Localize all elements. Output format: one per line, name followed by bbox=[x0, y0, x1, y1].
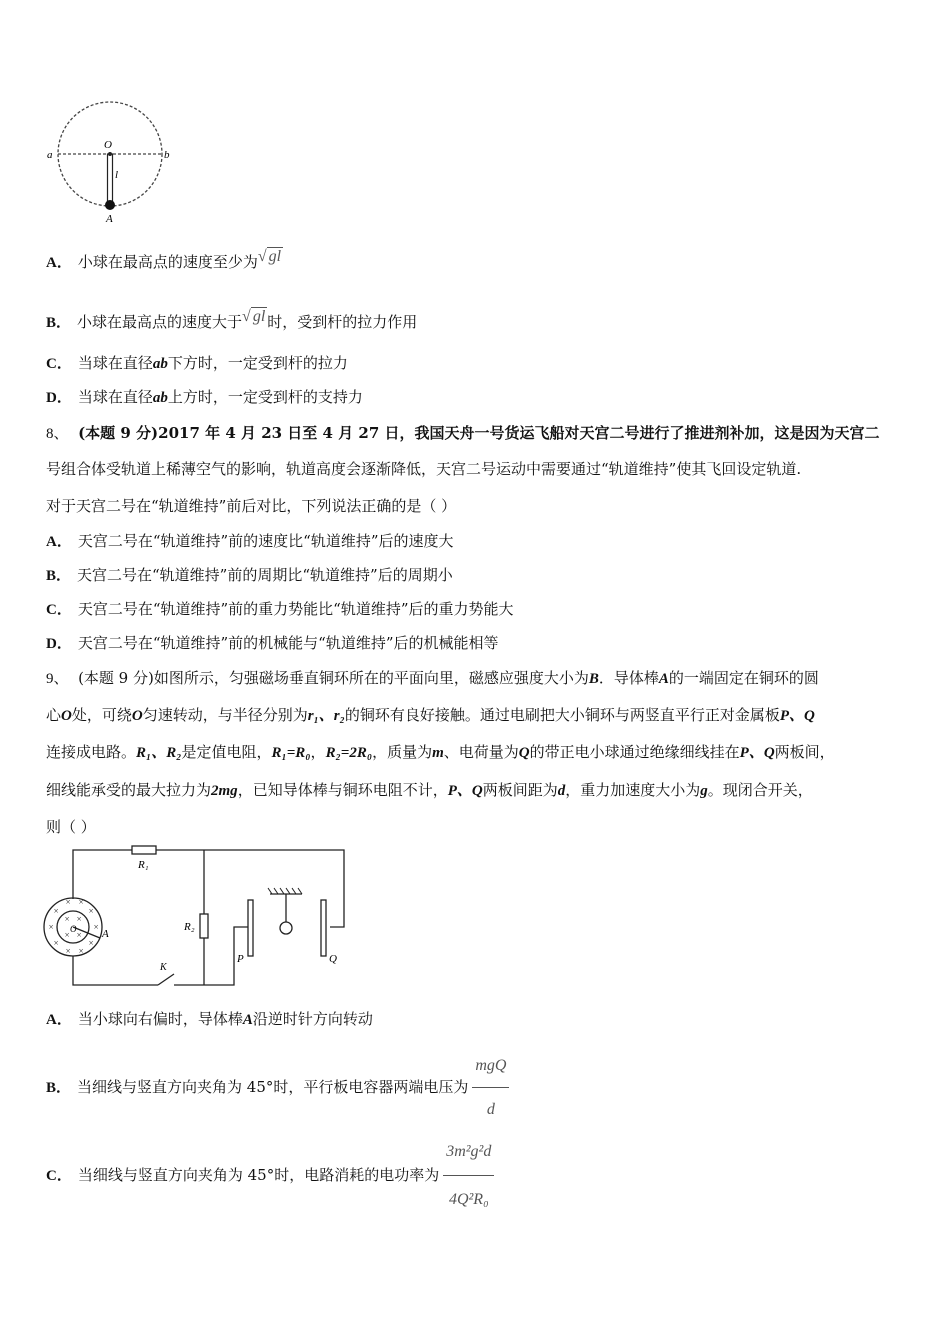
label-O: O bbox=[104, 139, 112, 151]
hatch-2 bbox=[274, 888, 278, 894]
label-P: P bbox=[237, 953, 244, 965]
circuit-figure bbox=[40, 842, 360, 992]
label-l: l bbox=[115, 169, 119, 181]
svg-text:×: × bbox=[78, 897, 85, 907]
hatch-5 bbox=[292, 888, 296, 894]
svg-text:×: × bbox=[65, 946, 72, 956]
svg-text:×: × bbox=[53, 938, 60, 948]
svg-text:×: × bbox=[65, 897, 72, 907]
q9-option-b: B． 当细线与竖直方向夹角为 45°时，平行板电容器两端电压为 $\frac{\text{mgQ}}{d}$ bbox=[46, 1046, 509, 1130]
wire-top bbox=[73, 850, 132, 899]
q8-stem-line2: 号组合体受轨道上稀薄空气的影响，轨道高度会逐渐降低，天宫二号运动中需要通过“轨道维持”使其飞回设定轨道. bbox=[46, 460, 802, 478]
label-R2: R₂ bbox=[184, 921, 195, 933]
svg-text:×: × bbox=[78, 946, 85, 956]
q8-option-c: C． 天宫二号在“轨道维持”前的重力势能比“轨道维持”后的重力势能大 bbox=[46, 600, 514, 618]
q9-stem-line5: 则（ ） bbox=[46, 818, 96, 836]
resistor-R2 bbox=[200, 914, 208, 938]
q7-option-d: D． 当球在直径ab上方时，一定受到杆的支持力 bbox=[46, 388, 363, 406]
q8-option-d: D． 天宫二号在“轨道维持”前的机械能与“轨道维持”后的机械能相等 bbox=[46, 634, 499, 652]
label-Q: Q bbox=[329, 953, 337, 965]
circle-rod-figure bbox=[44, 98, 174, 226]
q9-stem-line4: 细线能承受的最大拉力为2mg，已知导体棒与铜环电阻不计，P、Q两板间距为d，重力加速度大小为g。现闭合开关， bbox=[46, 781, 813, 799]
q8-option-b: B． 天宫二号在“轨道维持”前的周期比“轨道维持”后的周期小 bbox=[46, 566, 453, 584]
q9-stem-line1: 9、 (本题 9 分)如图所示，匀强磁场垂直铜环所在的平面向里，磁感应强度大小为B．导体棒A的一端固定在铜环的圆 bbox=[46, 669, 819, 687]
q7-option-b: B． 小球在最高点的速度大于√ gl 时，受到杆的拉力作用 bbox=[46, 308, 418, 331]
plate-Q bbox=[321, 900, 326, 956]
svg-text:×: × bbox=[48, 922, 55, 932]
svg-text:×: × bbox=[76, 930, 83, 940]
label-a: a bbox=[47, 149, 53, 161]
svg-text:×: × bbox=[76, 914, 83, 924]
q9-stem-line2: 心O处，可绕O匀速转动，与半径分别为r₁、r₂的铜环有良好接触。通过电刷把大小铜环与两竖直平行正对金属板P、Q bbox=[46, 706, 815, 724]
label-A: A bbox=[106, 213, 113, 225]
hatch-4 bbox=[286, 888, 290, 894]
charged-ball bbox=[280, 922, 292, 934]
fraction-b: $\frac{\text{mgQ}}{d}$ bbox=[472, 1046, 509, 1130]
svg-text:×: × bbox=[88, 938, 95, 948]
svg-text:×: × bbox=[64, 914, 71, 924]
q7-option-a: A． 小球在最高点的速度至少为√ gl bbox=[46, 248, 282, 271]
q9-option-c: C． 当细线与竖直方向夹角为 45°时，电路消耗的电功率为 $\frac{\text{3m²g²d}}{\text{4Q²R₀}}$ bbox=[46, 1130, 494, 1222]
q8-stem-line3: 对于天宫二号在“轨道维持”前后对比，下列说法正确的是（ ） bbox=[46, 497, 457, 515]
q8-option-a: A． 天宫二号在“轨道维持”前的速度比“轨道维持”后的速度大 bbox=[46, 532, 454, 550]
hatch-6 bbox=[298, 888, 302, 894]
svg-text:×: × bbox=[93, 922, 100, 932]
svg-text:×: × bbox=[64, 930, 71, 940]
ball-A bbox=[105, 200, 115, 210]
resistor-R1 bbox=[132, 846, 156, 854]
hatch-3 bbox=[280, 888, 284, 894]
svg-text:×: × bbox=[88, 906, 95, 916]
svg-text:×: × bbox=[53, 906, 60, 916]
label-K: K bbox=[160, 962, 167, 973]
fraction-c: $\frac{\text{3m²g²d}}{\text{4Q²R₀}}$ bbox=[443, 1130, 494, 1222]
center-point bbox=[108, 152, 112, 156]
label-R1: R₁ bbox=[138, 859, 149, 871]
label-b: b bbox=[164, 149, 170, 161]
wire-bottom-left bbox=[73, 956, 158, 985]
switch-K bbox=[158, 974, 174, 985]
rod bbox=[108, 154, 113, 204]
label-A: A bbox=[102, 928, 109, 940]
q7-option-c: C． 当球在直径ab下方时，一定受到杆的拉力 bbox=[46, 354, 348, 372]
q9-option-a: A． 当小球向右偏时，导体棒A沿逆时针方向转动 bbox=[46, 1010, 373, 1028]
label-O: O bbox=[70, 924, 77, 934]
plate-P bbox=[248, 900, 253, 956]
hatch-1 bbox=[268, 888, 272, 894]
q8-stem-line1: 8、 (本题 9 分)2017 年 4 月 23 日至 4 月 27 日，我国天舟一号货运飞船对天宫二号进行了推进剂补加，这是因为天宫二 bbox=[46, 424, 880, 442]
q9-stem-line3: 连接成电路。R₁、R₂是定值电阻，R₁=R₀，R₂=2R₀，质量为m、电荷量为Q的带正电小球通过绝缘细线挂在P、Q两板间， bbox=[46, 743, 835, 761]
